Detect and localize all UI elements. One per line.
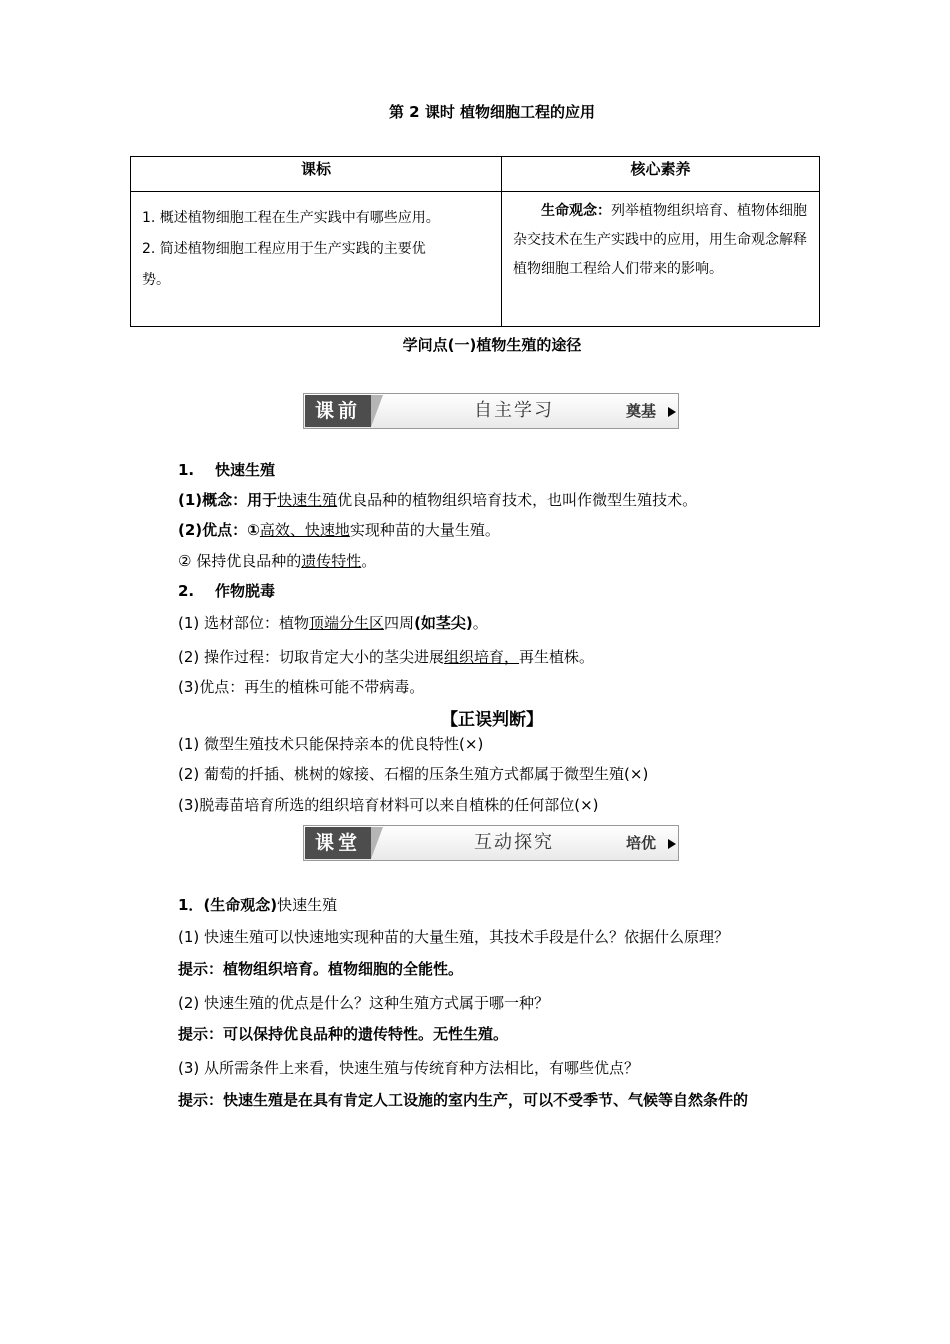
part1-heading: 1. 快速生殖 bbox=[178, 461, 276, 479]
table-header-standards: 课标 bbox=[131, 157, 502, 192]
banner-tag: 课前 bbox=[305, 395, 371, 427]
banner-self-study bbox=[303, 393, 679, 429]
part1-concept: (1)概念：用于快速生殖优良品种的植物组织培育技术，也叫作微型生殖技术。 bbox=[178, 491, 698, 509]
part2-process: (2) 操作过程：切取肯定大小的茎尖进展组织培育，再生植株。 bbox=[178, 648, 595, 666]
part1-advantage-2: ② 保持优良品种的遗传特性。 bbox=[178, 552, 377, 570]
banner-middle-text: 互动探究 bbox=[474, 832, 554, 853]
table-header-core-literacy: 核心素养 bbox=[502, 157, 820, 192]
answer-3: 提示：快速生殖是在具有肯定人工设施的室内生产，可以不受季节、气候等自然条件的 bbox=[178, 1091, 749, 1109]
banner-interactive bbox=[303, 825, 679, 861]
judge-item-1: (1) 微型生殖技术只能保持亲本的优良特性(×) bbox=[178, 735, 484, 753]
judge-heading: 【正误判断】 bbox=[441, 710, 543, 730]
standard-item-2-cont: 势。 bbox=[142, 272, 170, 288]
judge-item-2: (2) 葡萄的扦插、桃树的嫁接、石榴的压条生殖方式都属于微型生殖(×) bbox=[178, 765, 649, 783]
question-1: (1) 快速生殖可以快速地实现种苗的大量生殖，其技术手段是什么？依据什么原理？ bbox=[178, 928, 730, 946]
section-title: 学问点(一)植物生殖的途径 bbox=[402, 336, 582, 354]
part1-advantage: (2)优点：①高效、快速地实现种苗的大量生殖。 bbox=[178, 521, 500, 539]
banner-right-text: 培优 bbox=[625, 834, 656, 852]
banner-tag-tail bbox=[371, 827, 383, 859]
judge-item-3: (3)脱毒苗培育所选的组织培育材料可以来自植株的任何部位(×) bbox=[178, 796, 599, 814]
banner-middle-text: 自主学习 bbox=[474, 400, 554, 421]
answer-2: 提示：可以保持优良品种的遗传特性。无性生殖。 bbox=[178, 1025, 509, 1043]
answer-1: 提示：植物组织培育。植物细胞的全能性。 bbox=[178, 960, 464, 978]
banner-tag: 课堂 bbox=[305, 827, 371, 859]
banner-tag-tail bbox=[371, 395, 383, 427]
core-literacy-text: 列举植物组织培育、植物体细胞杂交技术在生产实践中的应用，用生命观念解释植物细胞工程给人们带来的影响。 bbox=[513, 203, 807, 277]
standards-cell bbox=[131, 192, 502, 327]
explore-heading: 1．(生命观念)快速生殖 bbox=[178, 896, 338, 914]
play-arrow-icon bbox=[668, 839, 676, 849]
question-2: (2) 快速生殖的优点是什么？这种生殖方式属于哪一种？ bbox=[178, 994, 550, 1012]
part2-heading: 2. 作物脱毒 bbox=[178, 582, 276, 600]
standard-item-1: 1. 概述植物细胞工程在生产实践中有哪些应用。 bbox=[142, 210, 440, 226]
standards-table bbox=[130, 156, 820, 327]
part2-select: (1) 选材部位：植物顶端分生区四周(如茎尖)。 bbox=[178, 614, 488, 632]
question-3: (3) 从所需条件上来看，快速生殖与传统育种方法相比，有哪些优点？ bbox=[178, 1059, 640, 1077]
core-literacy-label: 生命观念： bbox=[541, 203, 611, 219]
core-literacy-cell bbox=[502, 192, 820, 327]
page-title: 第 2 课时 植物细胞工程的应用 bbox=[388, 103, 596, 121]
banner-right-text: 奠基 bbox=[625, 402, 656, 420]
part2-advantage: (3)优点：再生的植株可能不带病毒。 bbox=[178, 678, 425, 696]
play-arrow-icon bbox=[668, 407, 676, 417]
standard-item-2: 2. 简述植物细胞工程应用于生产实践的主要优 bbox=[142, 241, 426, 257]
